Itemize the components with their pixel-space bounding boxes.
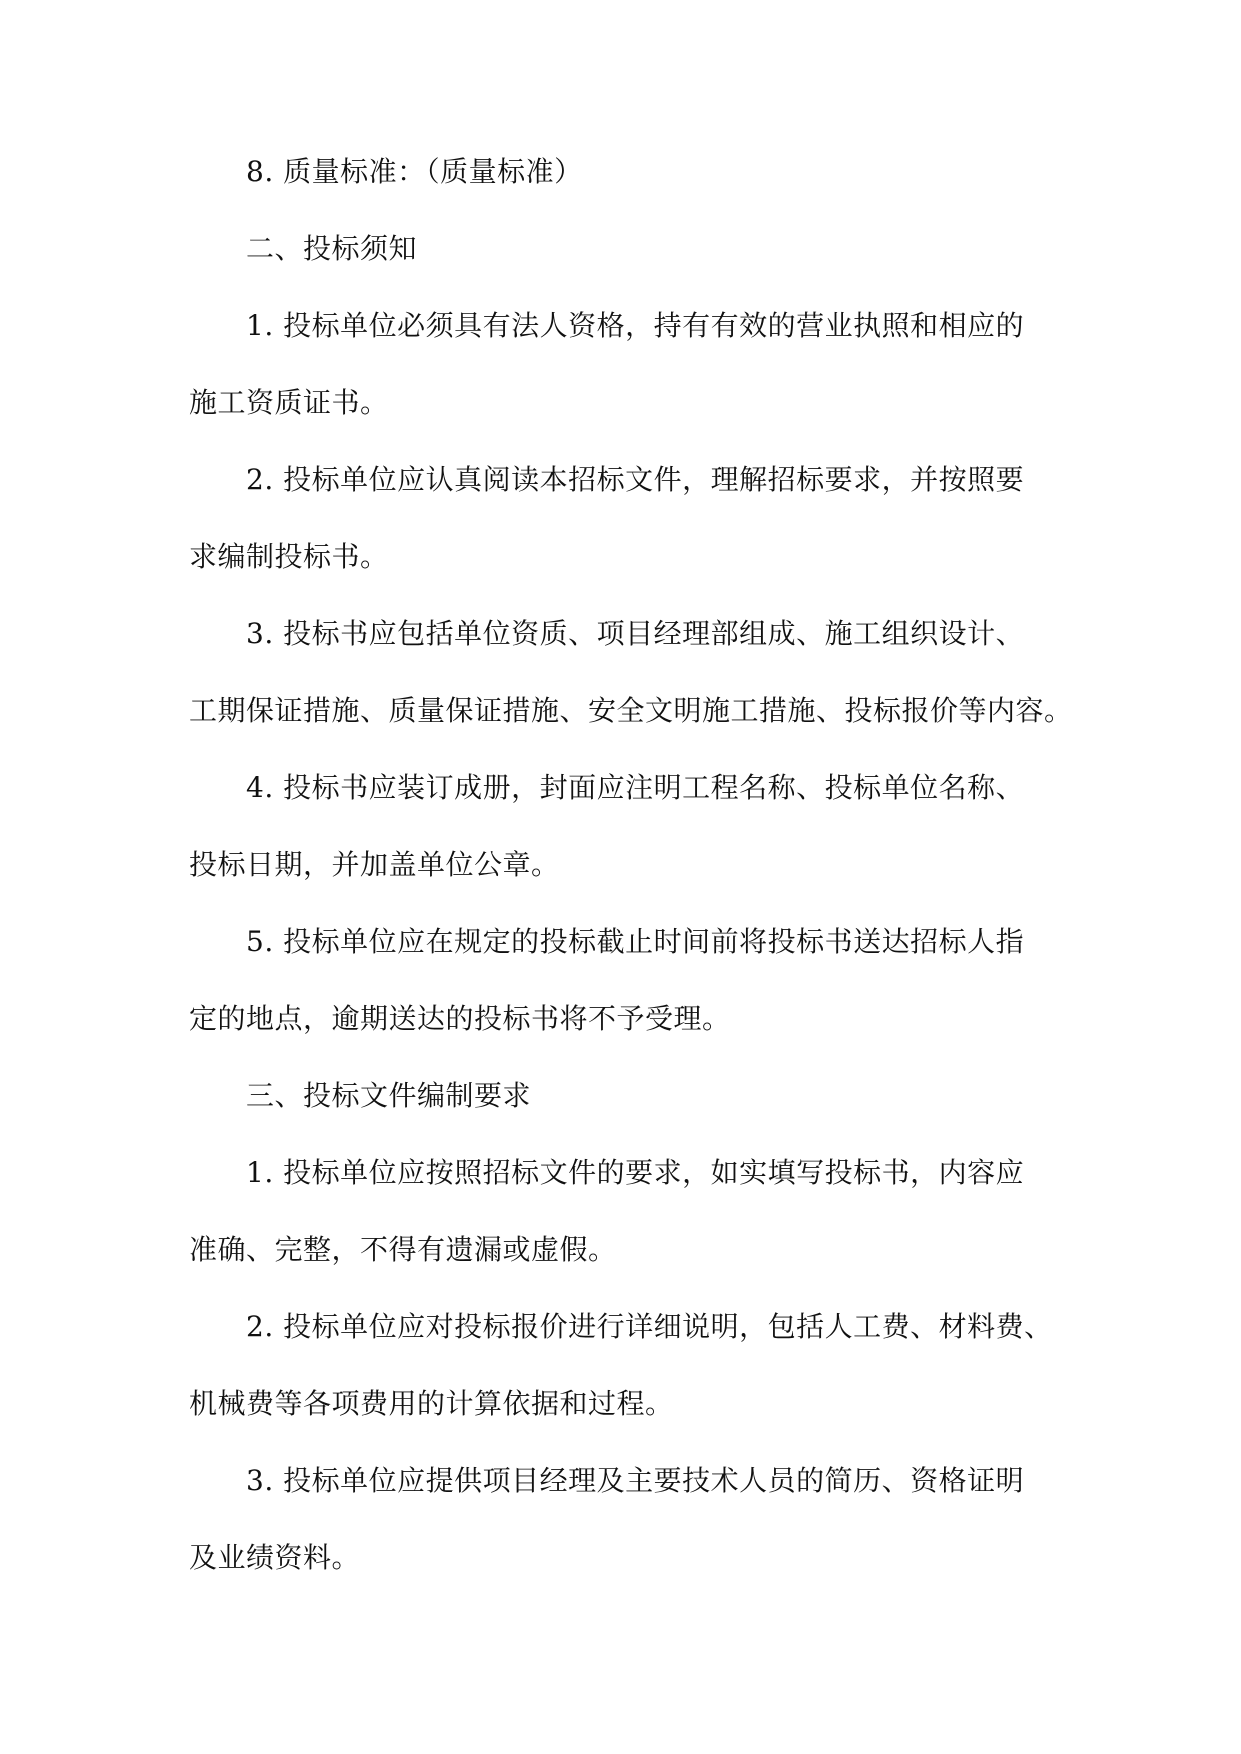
paragraph-line: 1. 投标单位应按照招标文件的要求，如实填写投标书，内容应 xyxy=(246,1156,1025,1189)
quality-standard-line: 8. 质量标准：（质量标准） xyxy=(246,155,583,188)
paragraph-line: 定的地点，逾期送达的投标书将不予受理。 xyxy=(189,1002,731,1035)
paragraph-line: 2. 投标单位应对投标报价进行详细说明，包括人工费、材料费、 xyxy=(246,1310,1053,1343)
paragraph-line: 5. 投标单位应在规定的投标截止时间前将投标书送达招标人指 xyxy=(246,925,1025,958)
paragraph-line: 施工资质证书。 xyxy=(189,386,389,419)
paragraph-line: 2. 投标单位应认真阅读本招标文件，理解招标要求，并按照要 xyxy=(246,463,1025,496)
paragraph-line: 准确、完整，不得有遗漏或虚假。 xyxy=(189,1233,617,1266)
paragraph-line: 及业绩资料。 xyxy=(189,1541,361,1574)
section-heading-bidding-notice: 二、投标须知 xyxy=(246,232,418,265)
paragraph-line: 工期保证措施、质量保证措施、安全文明施工措施、投标报价等内容。 xyxy=(189,694,1073,727)
paragraph-line: 求编制投标书。 xyxy=(189,540,389,573)
paragraph-line: 3. 投标书应包括单位资质、项目经理部组成、施工组织设计、 xyxy=(246,617,1025,650)
paragraph-line: 投标日期，并加盖单位公章。 xyxy=(189,848,560,881)
paragraph-line: 1. 投标单位必须具有法人资格，持有有效的营业执照和相应的 xyxy=(246,309,1025,342)
paragraph-line: 3. 投标单位应提供项目经理及主要技术人员的简历、资格证明 xyxy=(246,1464,1025,1497)
paragraph-line: 4. 投标书应装订成册，封面应注明工程名称、投标单位名称、 xyxy=(246,771,1025,804)
section-heading-document-requirements: 三、投标文件编制要求 xyxy=(246,1079,532,1112)
paragraph-line: 机械费等各项费用的计算依据和过程。 xyxy=(189,1387,674,1420)
